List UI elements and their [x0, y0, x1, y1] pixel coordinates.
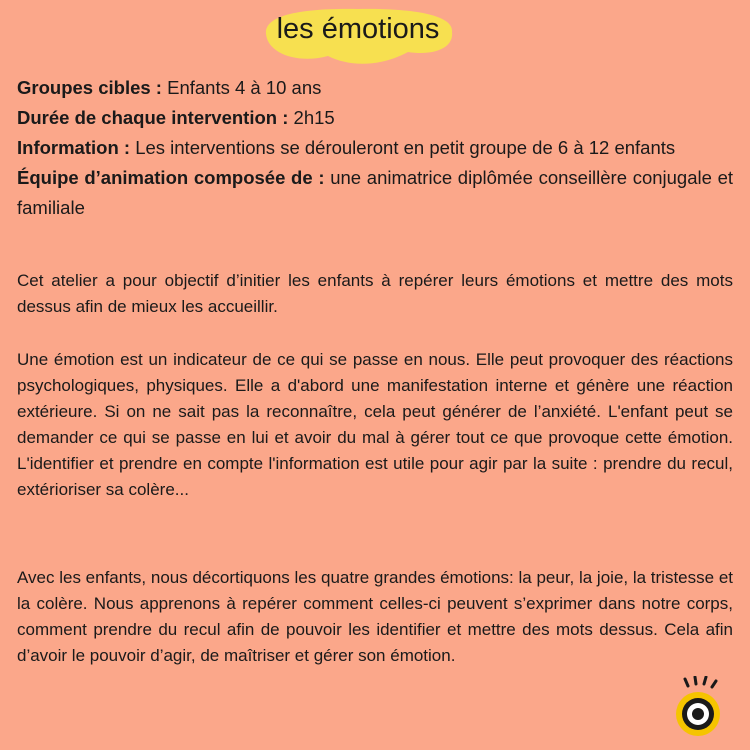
target-label: Groupes cibles : — [17, 77, 162, 98]
information-label: Information : — [17, 137, 131, 158]
team-value: une animatrice diplômée conseillère conjugale et familiale — [17, 167, 734, 218]
duration-line — [17, 103, 733, 133]
information-line — [17, 133, 733, 163]
team-line — [17, 163, 733, 223]
target-line — [17, 73, 733, 103]
paragraph-emotion-definition: Une émotion est un indicateur de ce qui se passe en nous. Elle peut provoquer des réactions psychologiques, physiques. Elle a d'abord une manifestation interne et génère une réaction extérieure. Si on ne sait pas la reconnaître, cela peut générer de l’anxiété. L'enfant peut se demander ce qui se passe en lui et avoir du mal à gérer tout ce que provoque cette émotion. L'identifier et prendre en compte l'information est utile pour agir par la suite : prendre du recul, extérioriser sa colère... — [17, 350, 733, 499]
team-label: Équipe d’animation composée de : — [17, 167, 325, 188]
paragraph-objective: Cet atelier a pour objectif d’initier les enfants à repérer leurs émotions et mettre des mots dessus afin de mieux les accueillir. — [17, 271, 733, 316]
info-block — [17, 73, 733, 223]
page-title: les émotions — [276, 13, 440, 45]
target-value: Enfants 4 à 10 ans — [167, 77, 322, 98]
paragraph-workshop-approach: Avec les enfants, nous décortiquons les quatre grandes émotions: la peur, la joie, la tristesse et la colère. Nous apprenons à repérer comment celles-ci peuvent s’exprimer dans notre corps, comment prendre du recul afin de pouvoir les identifier et mettre des mots dessus. Cela afin d’avoir le pouvoir d’agir, de maîtriser et gérer son émotion. — [17, 568, 733, 665]
eye-logo-icon — [668, 676, 728, 740]
duration-value: 2h15 — [293, 107, 335, 128]
duration-label: Durée de chaque intervention : — [17, 107, 289, 128]
information-value: Les interventions se dérouleront en petit groupe de 6 à 12 enfants — [135, 137, 676, 158]
